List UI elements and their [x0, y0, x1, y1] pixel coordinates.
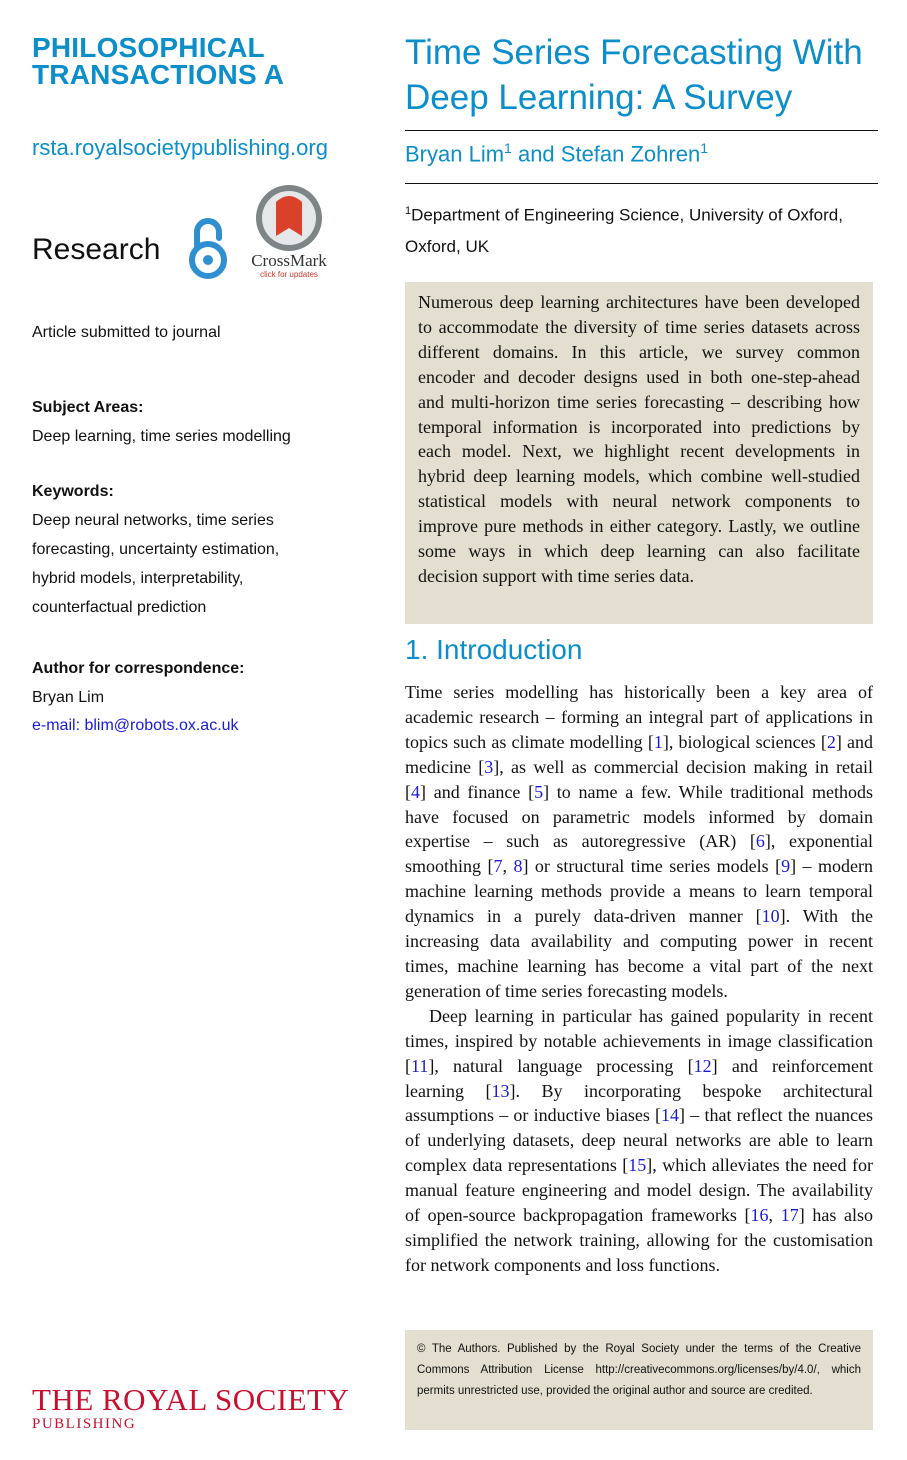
subject-areas-heading: Subject Areas: [32, 399, 144, 416]
title-rule [405, 130, 878, 131]
keywords-line: counterfactual prediction [32, 599, 207, 616]
text-run: ]. With the increasing data availability and computing power in recent times, machine learning has become a vital part of the next generation of time series forecasting models. [405, 906, 873, 1001]
text-run: ]. By incorporating bespoke architectural assumptions – or inductive biases [ [405, 1080, 873, 1126]
citation-link[interactable]: 16 [750, 1205, 769, 1226]
citation-link[interactable]: 1 [653, 731, 663, 752]
citation-link[interactable]: 12 [693, 1055, 712, 1076]
crossmark-sublabel[interactable]: click for updates [260, 270, 318, 279]
author-name: Stefan Zohren [560, 141, 701, 167]
citation-link[interactable]: 3 [484, 756, 494, 777]
publisher-subname: PUBLISHING [32, 1416, 137, 1432]
text-run: ], which alleviates the need for manual feature engineering and model design. The availability of open-source backpropagation frameworks [ [405, 1155, 873, 1226]
keywords-text [32, 506, 352, 622]
text-run: Deep learning in particular has gained popularity in recent times, inspired by notable achievements in image classification [ [405, 1005, 873, 1076]
citation-link[interactable]: 8 [513, 856, 523, 877]
publisher-logo [32, 1384, 349, 1432]
text-run: ], as well as commercial decision making in retail [ [405, 756, 873, 802]
citation-link[interactable]: 5 [534, 781, 544, 802]
affiliation [405, 196, 875, 262]
submission-note: Article submitted to journal [32, 324, 221, 341]
correspondence-email[interactable]: e-mail: blim@robots.ox.ac.uk [32, 717, 239, 734]
correspondence-name: Bryan Lim [32, 689, 105, 706]
text-run: ] has also simplified the network training, allowing for the customisation for network components and loss functions. [405, 1205, 874, 1275]
citation-link[interactable]: 6 [755, 831, 765, 852]
text-run: Time series modelling has historically been a key area of academic research – forming an integral part of applications in topics such as climate modelling [ [405, 682, 873, 752]
section-heading: 1. Introduction [405, 634, 583, 665]
text-run: ], natural language processing [ [428, 1055, 694, 1076]
citation-link[interactable]: 2 [826, 731, 836, 752]
license-box [405, 1330, 873, 1430]
text-run: ] and finance [ [420, 781, 535, 802]
keywords-heading: Keywords: [32, 483, 114, 500]
text-run: , [768, 1205, 781, 1226]
correspondence-heading: Author for correspondence: [32, 660, 245, 677]
author-rule [405, 183, 878, 184]
paper-title-line1: Time Series Forecasting With [405, 33, 863, 72]
text-run: ], biological sciences [ [662, 731, 827, 752]
journal-url[interactable]: rsta.royalsocietypublishing.org [32, 135, 328, 160]
citation-link[interactable]: 14 [661, 1105, 680, 1126]
keywords-line: forecasting, uncertainty estimation, [32, 541, 280, 558]
author-list [405, 140, 708, 167]
text-run: ] – that reflect the nuances of underlying datasets, deep neural networks are able to learn complex data representations [ [405, 1105, 874, 1176]
publisher-name: THE ROYAL SOCIETY [32, 1382, 350, 1417]
introduction-body [405, 680, 873, 1278]
open-access-icon [183, 216, 233, 282]
citation-link[interactable]: 17 [780, 1205, 799, 1226]
text-run: , [502, 856, 514, 877]
abstract-box [405, 282, 873, 624]
author-name: Bryan Lim [405, 141, 505, 167]
journal-name [32, 34, 352, 88]
citation-link[interactable]: 15 [628, 1155, 647, 1176]
subject-areas-text: Deep learning, time series modelling [32, 428, 291, 445]
affiliation-mark: 1 [504, 140, 512, 156]
crossmark-label[interactable]: CrossMark [251, 251, 327, 270]
paper-title [405, 30, 885, 120]
citation-link[interactable]: 11 [411, 1055, 429, 1076]
affiliation-mark: 1 [700, 140, 709, 156]
affiliation-text: Department of Engineering Science, University of Oxford, Oxford, UK [405, 205, 843, 256]
text-run: ] to name a few. While traditional methods have focused on parametric models informed by domain expertise – such as autoregressive (AR) [ [405, 781, 873, 852]
author-separator: and [511, 141, 561, 167]
citation-link[interactable]: 9 [781, 856, 791, 877]
intro-paragraph-1 [405, 680, 873, 1004]
intro-paragraph-2 [405, 1004, 873, 1278]
citation-link[interactable]: 7 [493, 856, 503, 877]
citation-link[interactable]: 13 [491, 1080, 510, 1101]
text-run: ] and medicine [ [405, 731, 873, 777]
text-run: ] and reinforcement learning [ [405, 1055, 873, 1101]
citation-link[interactable]: 4 [411, 781, 420, 802]
abstract-text: Numerous deep learning architectures have been developed to accommodate the diversity of time series datasets across different domains. In this article, we survey common encoder and decoder designs used in both one-step-ahead and multi-horizon time series forecasting – describing how temporal information is incorporated into predictions by each model. Next, we highlight recent developments in hybrid deep learning models, which combine well-studied statistical models with neural network components to improve pure methods in either category. Lastly, we outline some ways in which deep learning can also facilitate decision support with time series data. [418, 292, 860, 586]
section-label: Research [32, 233, 161, 266]
license-text: © The Authors. Published by the Royal Society under the terms of the Creative Commons Attribution License http://creativecommons.org/licenses/by/4.0/, which permits unrestricted use, provided the original author and source are credited. [417, 1343, 861, 1397]
text-run: ] or structural time series models [ [522, 856, 782, 877]
keywords-line: Deep neural networks, time series [32, 512, 274, 529]
text-run: ], exponential smoothing [ [405, 831, 874, 877]
keywords-line: hybrid models, interpretability, [32, 570, 244, 587]
citation-link[interactable]: 10 [761, 906, 780, 927]
paper-title-line2: Deep Learning: A Survey [405, 78, 793, 117]
affiliation-mark: 1 [405, 205, 412, 217]
journal-name-line2: TRANSACTIONS A [32, 59, 285, 90]
text-run: ] – modern machine learning methods provide a means to learn temporal dynamics in a purely data-driven manner [ [405, 856, 874, 927]
journal-name-line1: PHILOSOPHICAL [32, 32, 265, 63]
